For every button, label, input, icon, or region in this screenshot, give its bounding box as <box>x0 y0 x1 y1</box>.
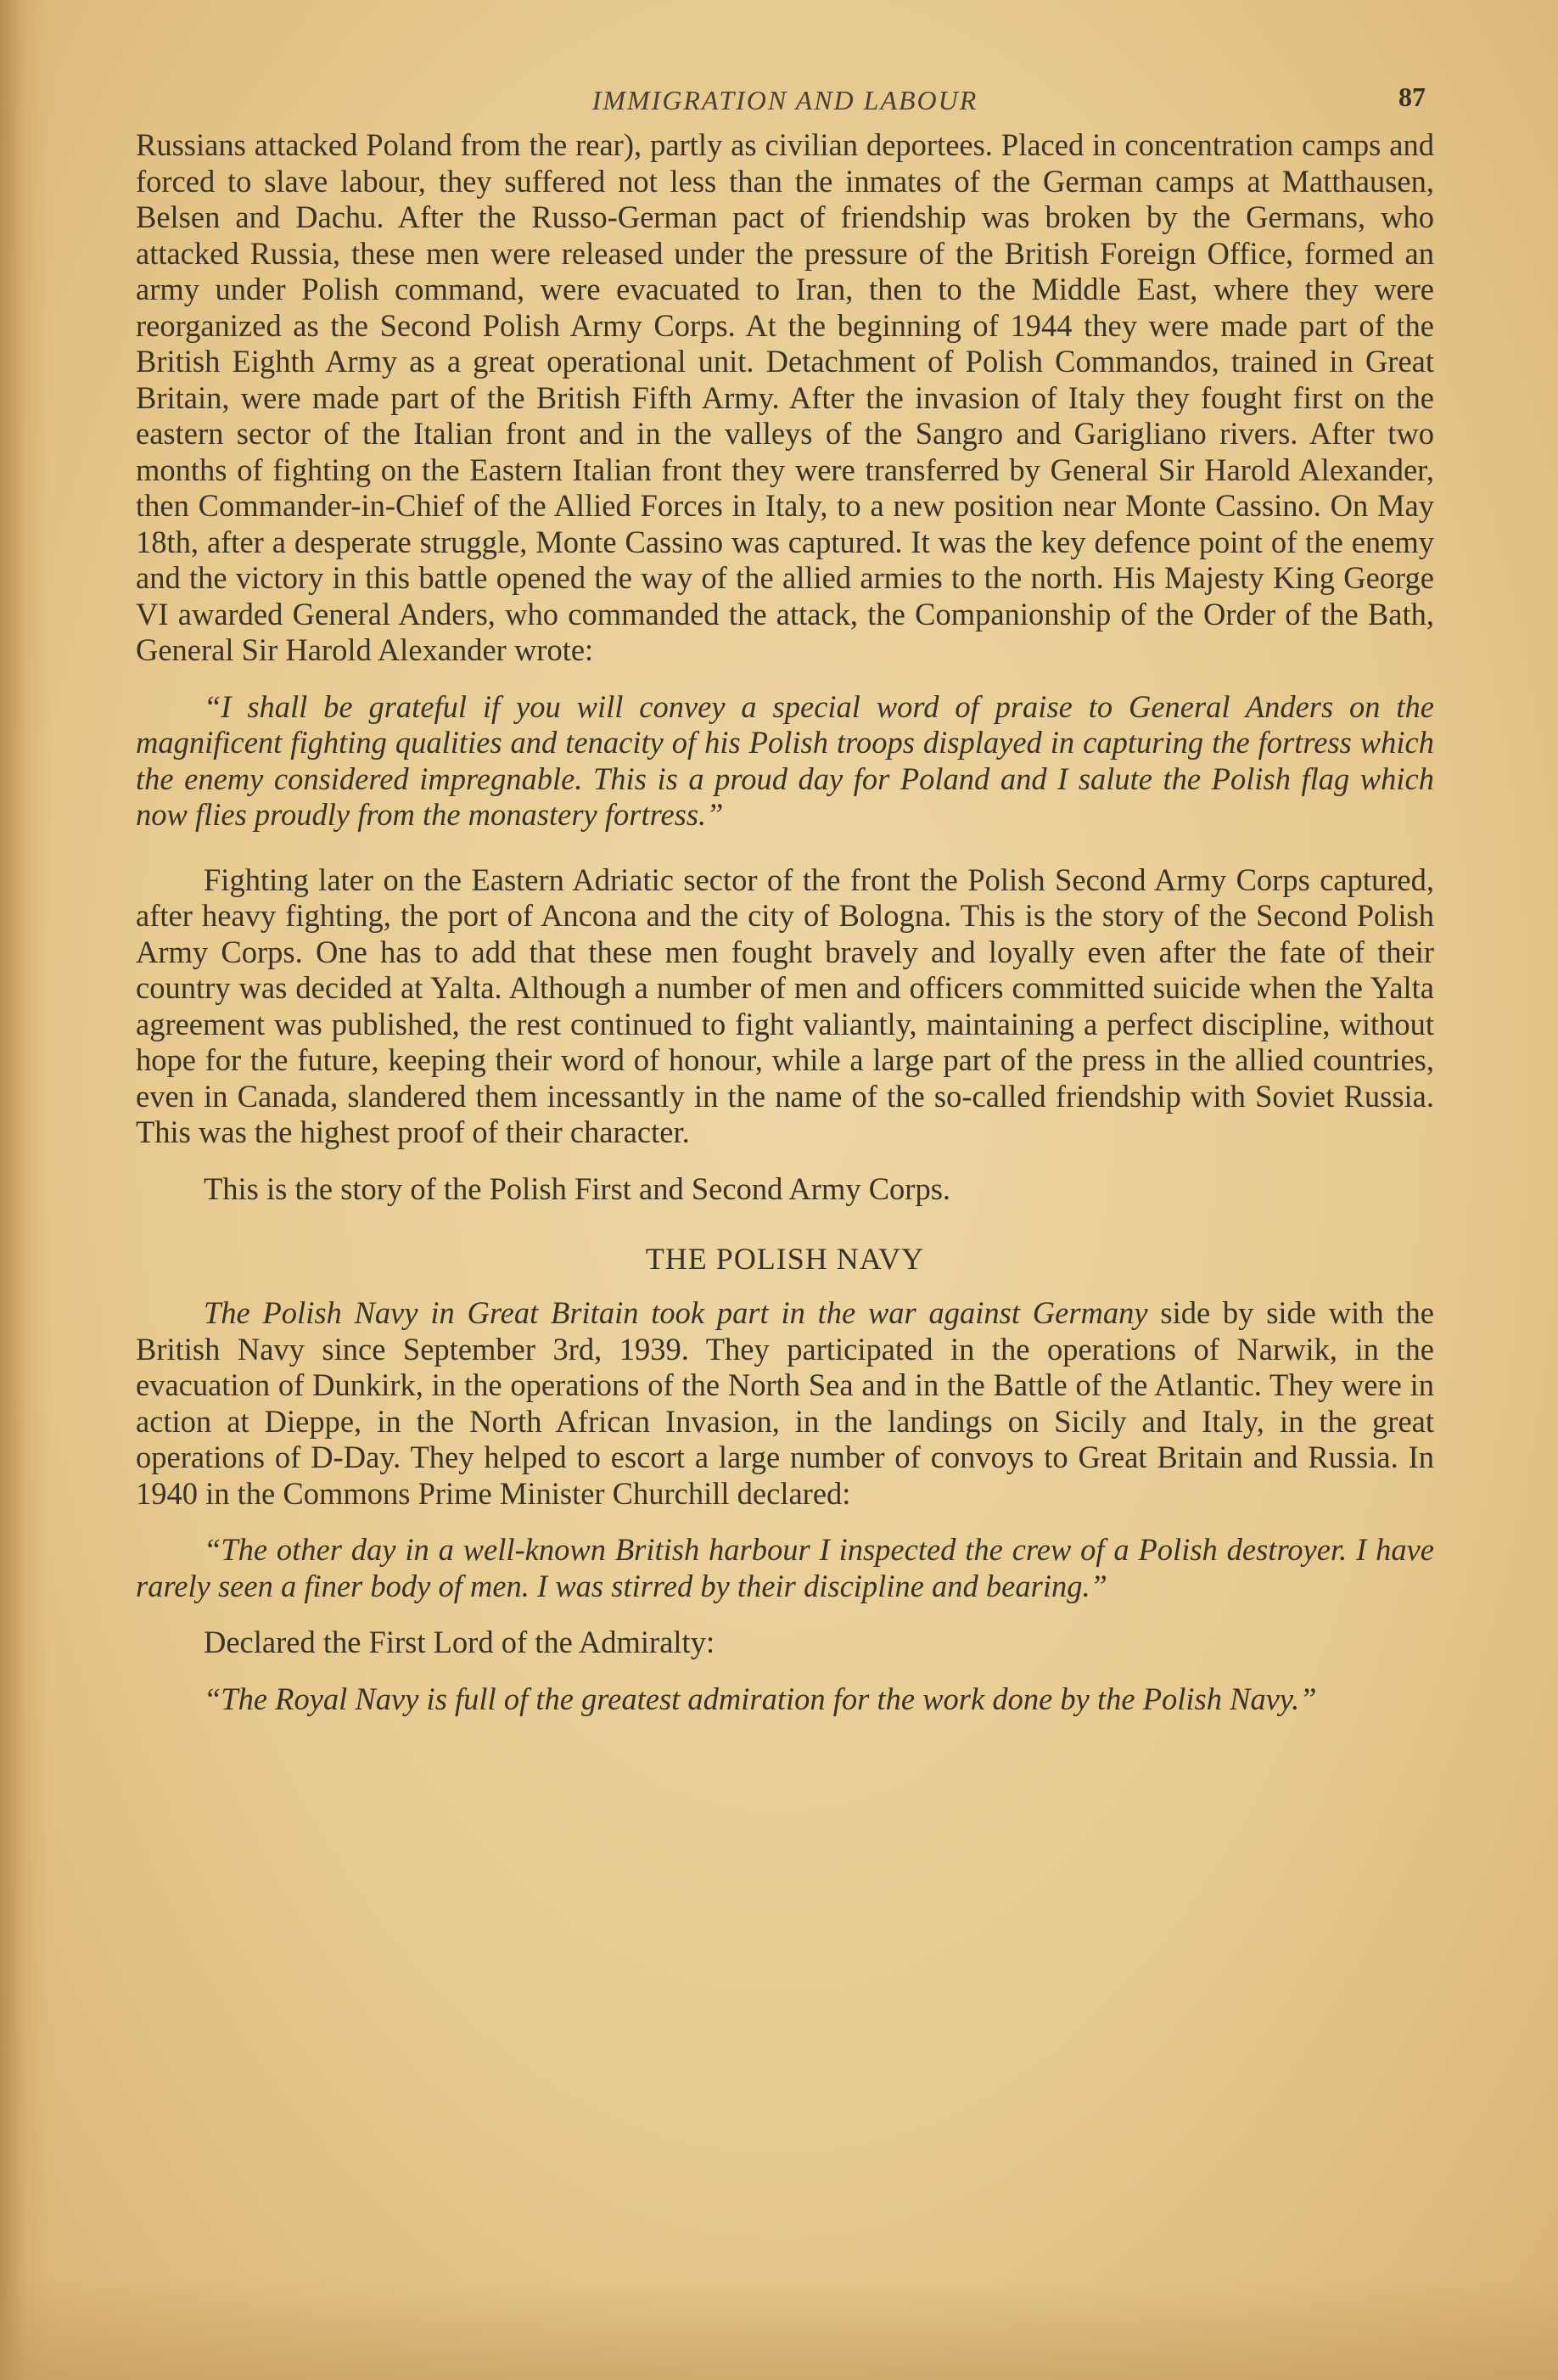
page-edge-shadow <box>0 0 51 2380</box>
paragraph-summary: This is the story of the Polish First and Second Army Corps. <box>204 1170 951 1206</box>
page-bottom-stain <box>0 2278 1558 2380</box>
page-number: 87 <box>1398 81 1426 112</box>
paragraph-polish-navy <box>136 1295 1434 1512</box>
running-head <box>136 76 1434 127</box>
running-title: IMMIGRATION AND LABOUR <box>591 85 978 115</box>
paragraph-lead-italic: The Polish Navy in Great Britain took part in the war against Germany <box>204 1295 1148 1330</box>
paragraph-first-lord: Declared the First Lord of the Admiralty: <box>204 1625 715 1659</box>
paragraph-body-text: side by side with the British Navy since September 3rd, 1939. They participated in the operations of Narwik, in the evacuation of Dunkirk, in the operations of the North Sea and in the Battle of the Atlantic. They were in action at Dieppe, in the North African Invasion, in the landings on Sicily and Italy, in the great operations of D-Day. They helped to escort a large number of convoys to Great Britain and Russia. In 1940 in the Commons Prime Minister Churchill declared: <box>136 1295 1435 1511</box>
section-heading: THE POLISH NAVY <box>645 1242 925 1276</box>
paragraph-second-corps: Fighting later on the Eastern Adriatic sector of the front the Polish Second Army Corps captured, after heavy fighting, the port of Ancona and the city of Bologna. This is the story of the Second Polish Army Corps. One has to add that these men fought bravely and loyally even after the fate of their country was decided at Yalta. Although a number of men and officers committed suicide when the Yalta agreement was published, the rest continued to fight valiantly, maintaining a perfect discipline, without hope for the future, keeping their word of honour, while a large part of the press in the allied countries, even in Canada, slandered them incessantly in the name of the so-called friendship with Soviet Russia. This was the highest proof of their character. <box>136 862 1434 1149</box>
quote-alexander: “I shall be grateful if you will convey a special word of praise to General Anders on the magnificent fighting qualities and tenacity of his Polish troops displayed in capturing the fortress which the enemy considered impregnable. This is a proud day for Poland and I salute the Polish flag which now flies proudly from the monastery fortress.” <box>136 688 1434 832</box>
page-content <box>136 76 1434 1717</box>
quote-first-lord: “The Royal Navy is full of the greatest admiration for the work done by the Polish Navy.” <box>204 1681 1317 1716</box>
paragraph-anders-army: Russians attacked Poland from the rear), partly as civilian deportees. Placed in concentration camps and forced to slave labour, they suffered not less than the inmates of the German camps at Matthausen, Belsen and Dachu. After the Russo-German pact of friendship was broken by the Germans, who attacked Russia, these men were released under the pressure of the British Foreign Office, formed an army under Polish command, were evacuated to Iran, then to the Middle East, where they were reorganized as the Second Polish Army Corps. At the beginning of 1944 they were made part of the British Eighth Army as a great operational unit. Detachment of Polish Commandos, trained in Great Britain, were made part of the British Fifth Army. After the invasion of Italy they fought first on the eastern sector of the Italian front and in the valleys of the Sangro and Garigliano rivers. After two months of fighting on the Eastern Italian front they were transferred by General Sir Harold Alexander, then Commander-in-Chief of the Allied Forces in Italy, to a new position near Monte Cassino. On May 18th, after a desperate struggle, Monte Cassino was captured. It was the key defence point of the enemy and the victory in this battle opened the way of the allied armies to the north. His Majesty King George VI awarded General Anders, who commanded the attack, the Companionship of the Order of the Bath, General Sir Harold Alexander wrote: <box>136 127 1434 667</box>
quote-churchill: “The other day in a well-known British harbour I inspected the crew of a Polish destroyer. I have rarely seen a finer body of men. I was stirred by their discipline and bearing.” <box>136 1532 1434 1603</box>
